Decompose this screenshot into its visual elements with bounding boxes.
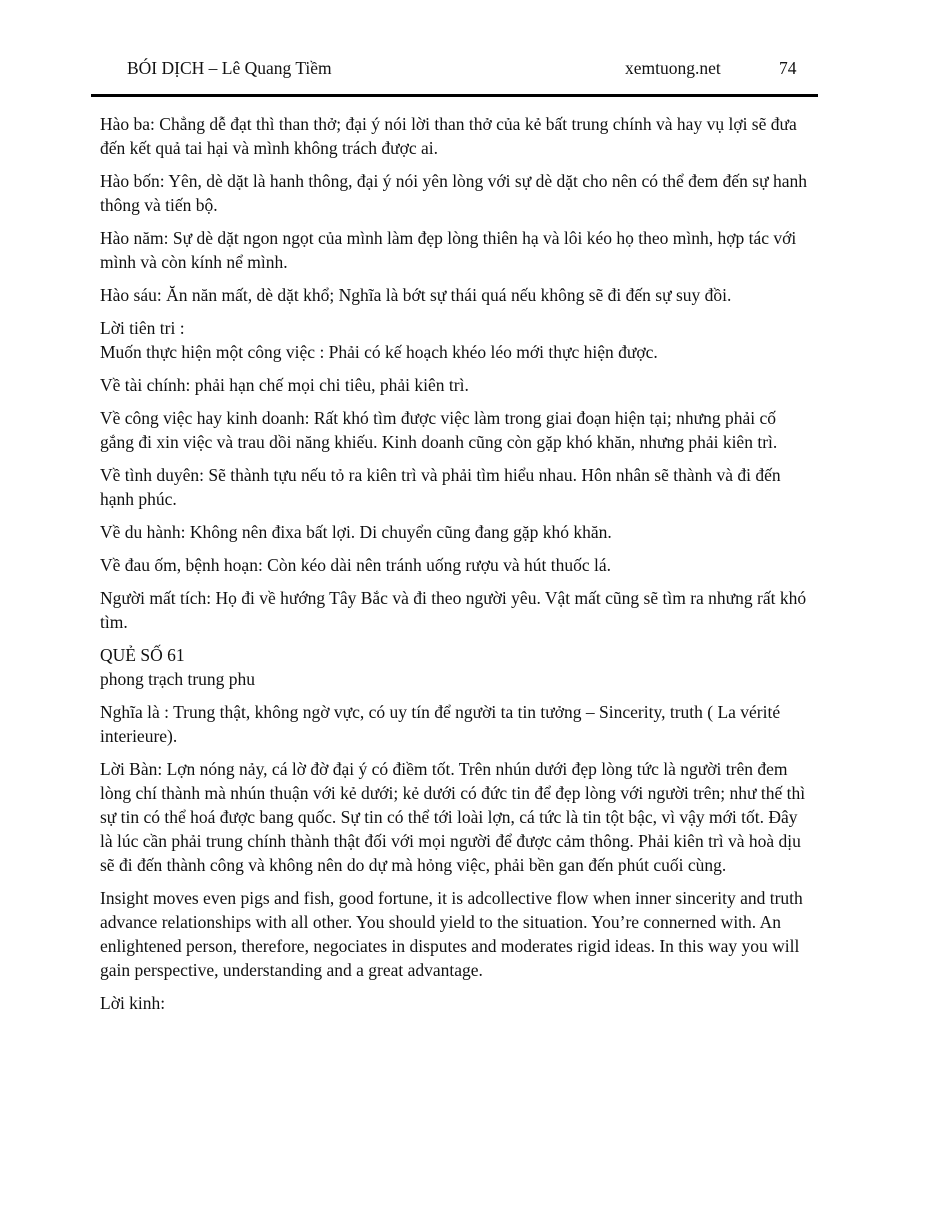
page-number: 74 [779, 58, 797, 78]
header-title: BÓI DỊCH – Lê Quang Tiềm [127, 58, 332, 78]
paragraph-du-hanh: Về du hành: Không nên đixa bất lợi. Di chuyển cũng đang gặp khó khăn. [100, 522, 612, 542]
paragraph-hao-nam: Hào năm: Sự dè dặt ngon ngọt của mình làm đẹp lòng thiên hạ và lôi kéo họ theo mình, hợp tác với mình và còn kính nể mình. [100, 228, 797, 272]
paragraph-loi-ban: Lời Bàn: Lợn nóng nảy, cá lờ đờ đại ý có điềm tốt. Trên nhún dưới đẹp lòng tức là người trên đem lòng chí thành mà nhún thuận với kẻ dưới; kẻ dưới có đức tin để đẹp lòng với người trên; như thế thì sự tin có thể hoá được bang quốc. Sự tin có thể tới loài lợn, cá tức là tin tột bậc, vì vậy mới tốt. Đây là lúc cần phải trung chính thành thật đối với mọi người để được cảm thông. Phải kiên trì và hoà dịu sẽ đi đến thành công và không nên do dự mà hỏng việc, phải bền gan đến phút cuối cùng. [100, 759, 806, 875]
paragraph-tinh-duyen: Về tình duyên: Sẽ thành tựu nếu tỏ ra kiên trì và phải tìm hiểu nhau. Hôn nhân sẽ thành và đi đến hạnh phúc. [100, 465, 781, 509]
paragraph-nguoi-mat-tich: Người mất tích: Họ đi về hướng Tây Bắc và đi theo người yêu. Vật mất cũng sẽ tìm ra nhưng rất khó tìm. [100, 588, 807, 632]
header-site: xemtuong.net [625, 58, 721, 78]
section-heading-que-61: QUẺ SỐ 61 [100, 645, 185, 665]
section-subtitle: phong trạch trung phu [100, 669, 256, 689]
paragraph-hao-sau: Hào sáu: Ăn năn mất, dè dặt khổ; Nghĩa là bớt sự thái quá nếu không sẽ đi đến sự suy đồi. [100, 285, 732, 305]
heading-loi-tien-tri: Lời tiên tri : [100, 318, 185, 338]
header-divider [91, 94, 818, 97]
paragraph-english: Insight moves even pigs and fish, good fortune, it is adcollective flow when inner sincerity and truth advance relationships with all other. You should yield to the situation. You’re connerned with. An enlightened person, therefore, negociates in disputes and moderates rigid ideas. In this way you will gain perspective, understanding and a great advantage. [100, 888, 803, 980]
paragraph-cong-viec: Muốn thực hiện một công việc : Phải có kế hoạch khéo léo mới thực hiện được. [100, 342, 658, 362]
paragraph-hao-bon: Hào bốn: Yên, dè dặt là hanh thông, đại ý nói yên lòng với sự dè dặt cho nên có thể đem đến sự hanh thông và tiến bộ. [100, 171, 807, 215]
document-body [100, 112, 810, 1024]
paragraph-tai-chinh: Về tài chính: phải hạn chế mọi chi tiêu, phải kiên trì. [100, 375, 469, 395]
paragraph-kinh-doanh: Về công việc hay kinh doanh: Rất khó tìm được việc làm trong giai đoạn hiện tại; nhưng phải cố gắng đi xin việc và trau dồi năng khiếu. Kinh doanh cũng còn gặp khó khăn, nhưng phải kiên trì. [100, 408, 778, 452]
heading-loi-kinh: Lời kinh: [100, 993, 166, 1013]
paragraph-benh-hoan: Về đau ốm, bệnh hoạn: Còn kéo dài nên tránh uống rượu và hút thuốc lá. [100, 555, 612, 575]
paragraph-nghia-la: Nghĩa là : Trung thật, không ngờ vực, có uy tín để người ta tin tưởng – Sincerity, truth ( La vérité interieure). [100, 702, 781, 746]
page-header [127, 56, 817, 80]
paragraph-hao-ba: Hào ba: Chẳng dễ đạt thì than thở; đại ý nói lời than thở của kẻ bất trung chính và hay vụ lợi sẽ đưa đến kết quả tai hại và mình không trách được ai. [100, 114, 797, 158]
